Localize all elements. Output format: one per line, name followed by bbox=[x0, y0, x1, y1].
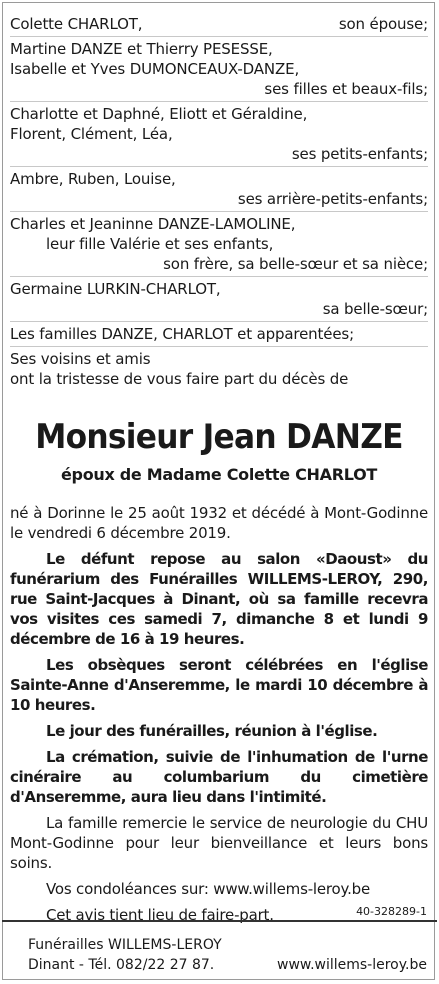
spouse-name: Colette CHARLOT, bbox=[10, 15, 143, 33]
separator bbox=[10, 36, 428, 37]
deceased-spouse: époux de Madame Colette CHARLOT bbox=[61, 465, 377, 484]
spouse-role: son épouse; bbox=[338, 15, 428, 33]
footer-company: Funérailles WILLEMS-LEROY bbox=[28, 937, 222, 953]
reference-number: 40-328289-1 bbox=[356, 905, 427, 918]
notice-info: Cet avis tient lieu de faire-part. bbox=[46, 906, 274, 924]
family-line: Florent, Clément, Léa, bbox=[10, 125, 173, 143]
family-line: Germaine LURKIN-CHARLOT, bbox=[10, 280, 221, 298]
family-role: sa belle-sœur; bbox=[322, 300, 428, 318]
footer-contact-row bbox=[28, 955, 427, 975]
visitation-info: Le défunt repose au salon «Daoust» du funérarium des Funérailles WILLEMS-LEROY, 290, rue Saint-Jacques à Dinant, où sa famille recevra vos visites ces samedi 7, dimanche 8 et lundi 9 décembre de 16 à 19 heures. bbox=[10, 550, 428, 648]
footer-website[interactable]: www.willems-leroy.be bbox=[277, 957, 427, 973]
cremation-info: La crémation, suivie de l'inhumation de l'urne cinéraire au columbarium du cimetière d'Anseremme, aura lieu dans l'intimité. bbox=[10, 748, 428, 806]
family-role: ses filles et beaux-fils; bbox=[264, 80, 428, 98]
separator bbox=[10, 276, 428, 277]
notice-content bbox=[10, 14, 428, 925]
separator bbox=[10, 101, 428, 102]
funeral-info: Les obsèques seront célébrées en l'église Sainte-Anne d'Anseremme, le mardi 10 décembre à 10 heures. bbox=[10, 656, 428, 714]
condolences-info: Vos condoléances sur: www.willems-leroy.be bbox=[46, 880, 370, 898]
separator bbox=[10, 346, 428, 347]
family-line: Charles et Jeaninne DANZE-LAMOLINE, bbox=[10, 215, 296, 233]
announcement-line: ont la tristesse de vous faire part du décès de bbox=[10, 370, 349, 388]
birth-death-info: né à Dorinne le 25 août 1932 et décédé à Mont-Godinne le vendredi 6 décembre 2019. bbox=[10, 504, 428, 542]
family-role: ses petits-enfants; bbox=[291, 145, 428, 163]
family-line: leur fille Valérie et ses enfants, bbox=[46, 235, 274, 253]
separator bbox=[10, 166, 428, 167]
separator bbox=[10, 211, 428, 212]
footer-divider bbox=[2, 920, 437, 922]
family-line: Isabelle et Yves DUMONCEAUX-DANZE, bbox=[10, 60, 300, 78]
deceased-name: Monsieur Jean DANZE bbox=[35, 417, 403, 457]
separator bbox=[10, 321, 428, 322]
family-line-spouse bbox=[10, 14, 428, 34]
family-line: Les familles DANZE, CHARLOT et apparentées; bbox=[10, 325, 354, 343]
meeting-info: Le jour des funérailles, réunion à l'église. bbox=[46, 722, 378, 740]
thanks-info: La famille remercie le service de neurologie du CHU Mont-Godinne pour leur bienveillance et leurs bons soins. bbox=[10, 814, 428, 872]
family-line: Charlotte et Daphné, Eliott et Géraldine, bbox=[10, 105, 308, 123]
family-line: Ambre, Ruben, Louise, bbox=[10, 170, 176, 188]
family-role: ses arrière-petits-enfants; bbox=[237, 190, 428, 208]
footer bbox=[28, 935, 427, 975]
family-line: Martine DANZE et Thierry PESESSE, bbox=[10, 40, 273, 58]
family-line: Ses voisins et amis bbox=[10, 350, 151, 368]
family-role: son frère, sa belle-sœur et sa nièce; bbox=[163, 255, 428, 273]
footer-city-phone: Dinant - Tél. 082/22 27 87. bbox=[28, 957, 215, 973]
